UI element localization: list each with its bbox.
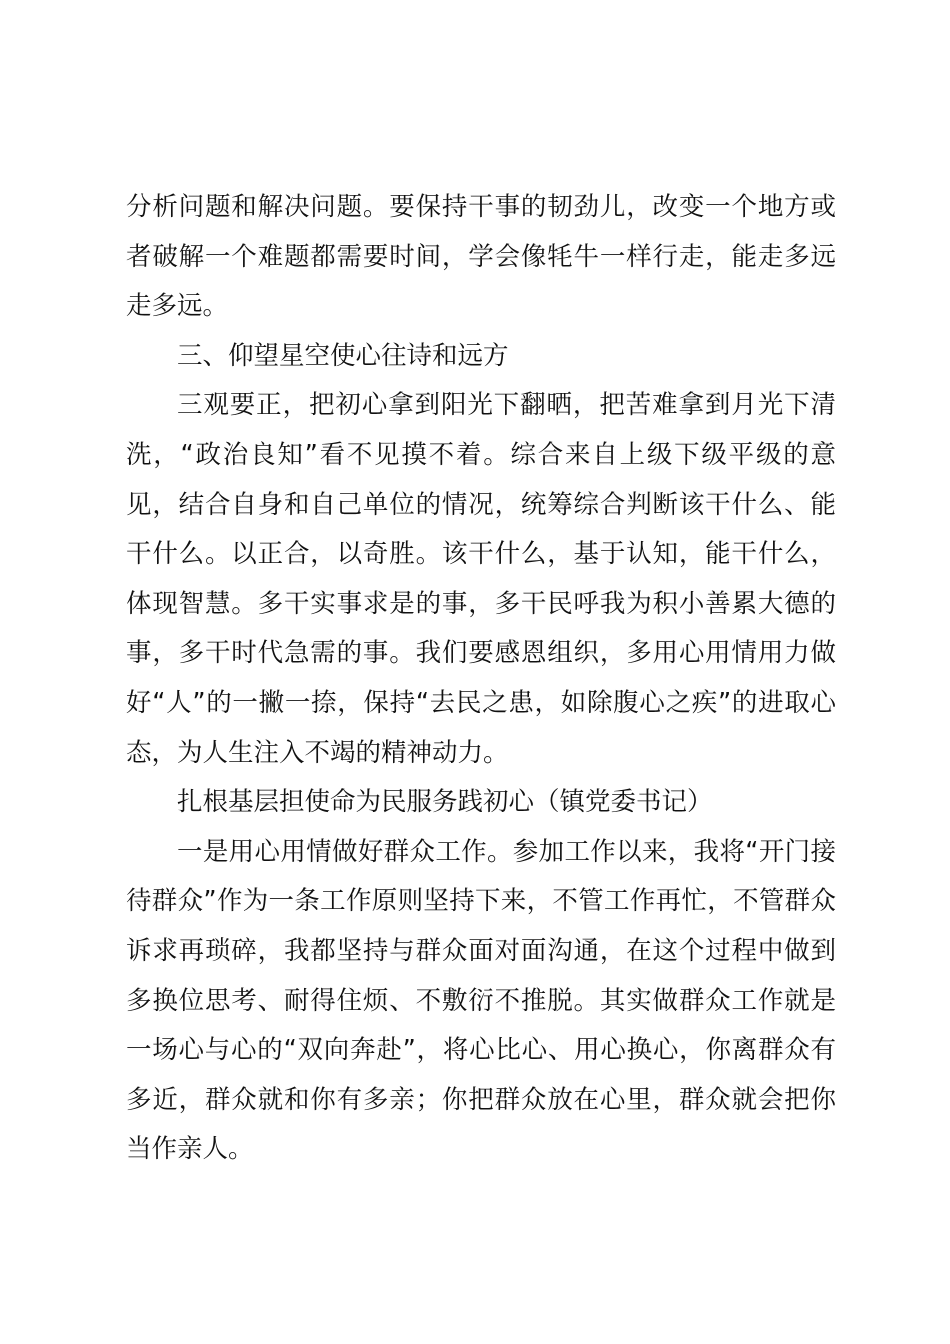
body-paragraph-continuation: 分析问题和解决问题。要保持干事的韧劲儿，改变一个地方或者破解一个难题都需要时间，学会像牦牛一样行走，能走多远走多远。: [126, 192, 836, 322]
section-heading-three: 三、仰望星空使心往诗和远方: [177, 340, 509, 371]
body-paragraph-point-one: 一是用心用情做好群众工作。参加工作以来，我将“开门接待群众”作为一条工作原则坚持下来，不管工作再忙，不管群众诉求再琐碎，我都坚持与群众面对面沟通，在这个过程中做到多换位思考、耐得住烦、不敷衍不推脱。其实做群众工作就是一场心与心的“双向奔赴”，将心比心、用心换心，你离群众有多近，群众就和你有多亲；你把群众放在心里，群众就会把你当作亲人。: [126, 836, 836, 1165]
document-body: [126, 183, 836, 1175]
article-title-town-secretary: 扎根基层担使命为民服务践初心（镇党委书记）: [177, 787, 713, 818]
body-paragraph-section-three: 三观要正，把初心拿到阳光下翻晒，把苦难拿到月光下清洗，“政治良知”看不见摸不着。综合来自上级下级平级的意见，结合自身和自己单位的情况，统筹综合判断该干什么、能干什么。以正合，以奇胜。该干什么，基于认知，能干什么，体现智慧。多干实事求是的事，多干民呼我为积小善累大德的事，多干时代急需的事。我们要感恩组织，多用心用情用力做好“人”的一撇一捺，保持“去民之患，如除腹心之疾”的进取心态，为人生注入不竭的精神动力。: [126, 390, 836, 768]
